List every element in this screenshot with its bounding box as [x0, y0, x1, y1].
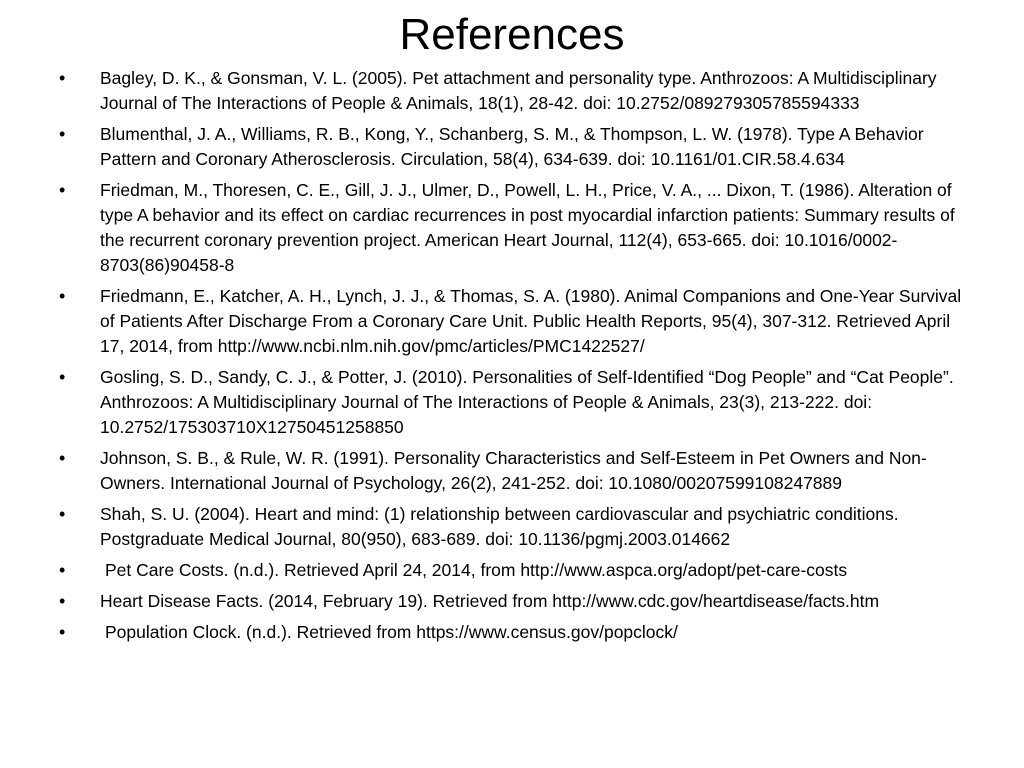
reference-text: Shah, S. U. (2004). Heart and mind: (1) relationship between cardiovascular and psychiatric conditions. Postgraduate Medical Journal, 80(950), 683-689. doi: 10.1136/pgmj.2003.014662 — [100, 504, 899, 549]
reference-item — [0, 558, 1024, 583]
bullet-icon: • — [59, 68, 66, 88]
reference-list — [0, 66, 1024, 651]
reference-item — [0, 284, 1024, 359]
reference-item — [0, 589, 1024, 614]
bullet-icon: • — [59, 591, 66, 611]
slide-title: References — [399, 10, 625, 59]
reference-item — [0, 502, 1024, 552]
bullet-icon: • — [59, 622, 66, 642]
reference-item — [0, 122, 1024, 172]
reference-text: Johnson, S. B., & Rule, W. R. (1991). Personality Characteristics and Self-Esteem in Pet Owners and Non-Owners. International Journal of Psychology, 26(2), 241-252. doi: 10.1080/00207599108247889 — [100, 448, 927, 493]
bullet-icon: • — [59, 367, 66, 387]
reference-item — [0, 365, 1024, 440]
bullet-icon: • — [59, 448, 66, 468]
reference-item — [0, 178, 1024, 278]
reference-text: Bagley, D. K., & Gonsman, V. L. (2005). Pet attachment and personality type. Anthrozoos: A Multidisciplinary Journal of The Interactions of People & Animals, 18(1), 28-42. doi: 10.2752/089279305785594333 — [100, 68, 937, 113]
reference-text: Friedman, M., Thoresen, C. E., Gill, J. J., Ulmer, D., Powell, L. H., Price, V. A., ... Dixon, T. (1986). Alteration of type A behavior and its effect on cardiac recurrences in post myocardial infarction patients: Summary results of the recurrent coronary prevention project. American Heart Journal, 112(4), 653-665. doi: 10.1016/0002-8703(86)90458-8 — [100, 180, 955, 275]
bullet-icon: • — [59, 560, 66, 580]
bullet-icon: • — [59, 180, 66, 200]
reference-text: Blumenthal, J. A., Williams, R. B., Kong, Y., Schanberg, S. M., & Thompson, L. W. (1978). Type A Behavior Pattern and Coronary Atherosclerosis. Circulation, 58(4), 634-639. doi: 10.1161/01.CIR.58.4.634 — [100, 124, 924, 169]
reference-item — [0, 446, 1024, 496]
reference-item — [0, 620, 1024, 645]
reference-item — [0, 66, 1024, 116]
reference-text: Heart Disease Facts. (2014, February 19). Retrieved from http://www.cdc.gov/heartdisease/facts.htm — [100, 591, 880, 611]
bullet-icon: • — [59, 504, 66, 524]
reference-text: Friedmann, E., Katcher, A. H., Lynch, J. J., & Thomas, S. A. (1980). Animal Companions and One-Year Survival of Patients After Discharge From a Coronary Care Unit. Public Health Reports, 95(4), 307-312. Retrieved April 17, 2014, from http://www.ncbi.nlm.nih.gov/pmc/articles/PMC1422527/ — [100, 286, 962, 356]
bullet-icon: • — [59, 286, 66, 306]
reference-text: Pet Care Costs. (n.d.). Retrieved April 24, 2014, from http://www.aspca.org/adopt/pet-care-costs — [105, 560, 848, 580]
reference-text: Population Clock. (n.d.). Retrieved from https://www.census.gov/popclock/ — [105, 622, 678, 642]
bullet-icon: • — [59, 124, 66, 144]
reference-text: Gosling, S. D., Sandy, C. J., & Potter, J. (2010). Personalities of Self-Identified “Dog People” and “Cat People”. Anthrozoos: A Multidisciplinary Journal of The Interactions of People & Animals, 23(3), 213-222. doi: 10.2752/175303710X12750451258850 — [100, 367, 954, 437]
